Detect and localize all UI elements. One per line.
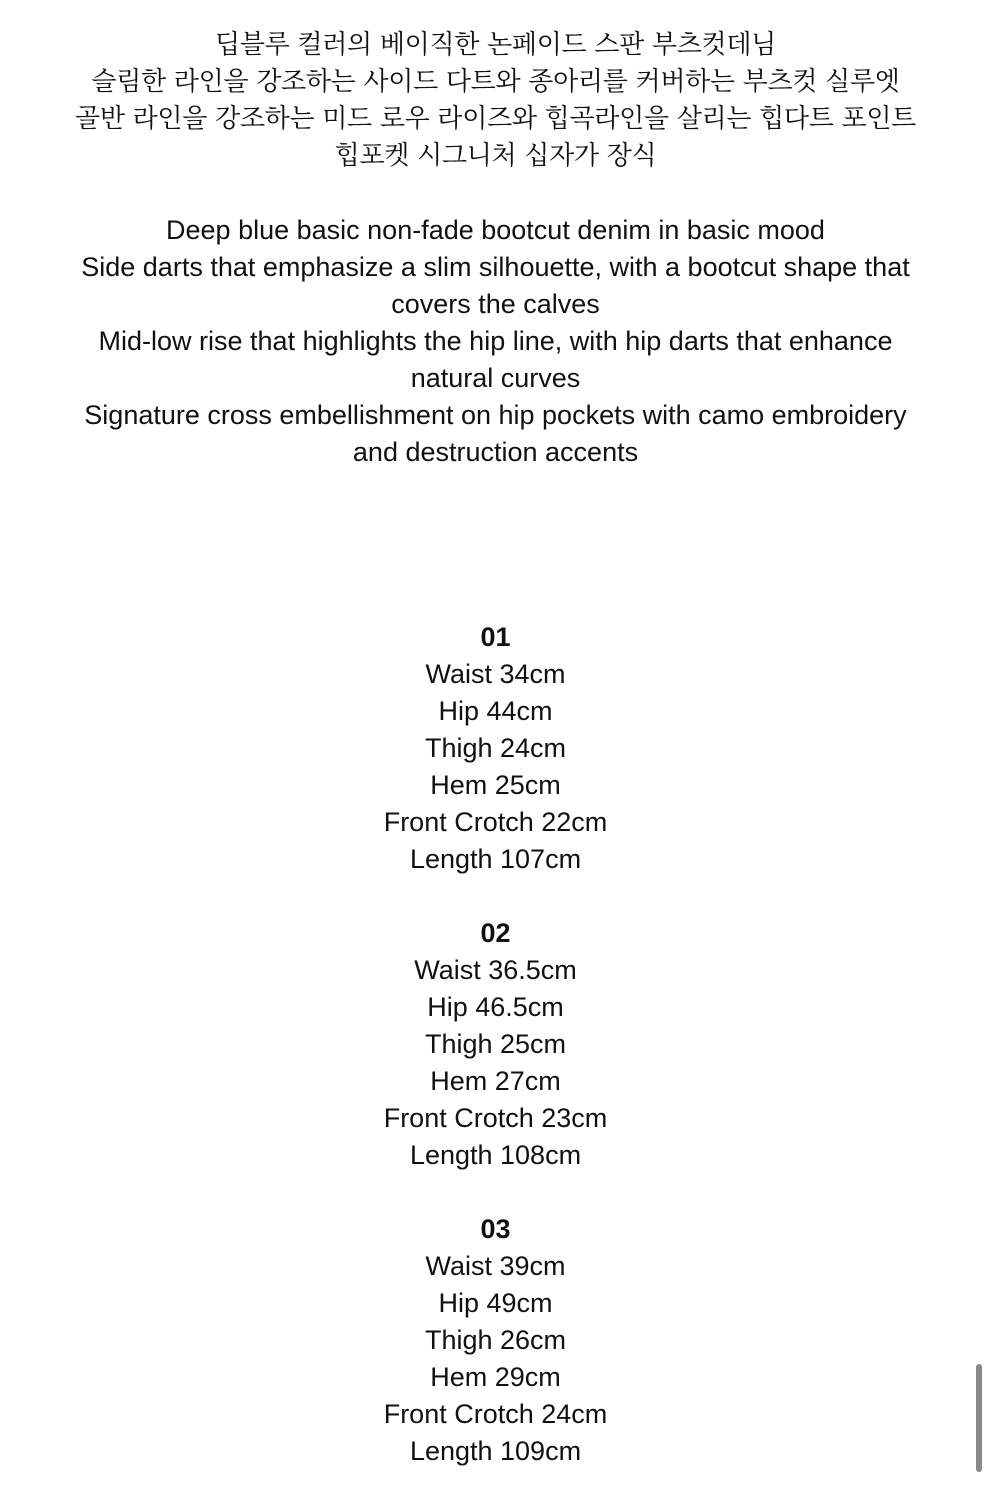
size-block-03 (0, 1211, 991, 1470)
english-description-line: Side darts that emphasize a slim silhouette, with a bootcut shape that (81, 252, 910, 282)
size-block-02 (0, 915, 991, 1174)
korean-description-line: 힙포켓 시그니처 십자가 장식 (334, 141, 657, 171)
measurement-hip: Hip 46.5cm (427, 992, 564, 1022)
size-title: 03 (480, 1214, 511, 1244)
measurement-front-crotch: Front Crotch 23cm (383, 1103, 608, 1133)
korean-description-line: 슬림한 라인을 강조하는 사이드 다트와 종아리를 커버하는 부츠컷 실루엣 (91, 67, 900, 97)
measurement-waist: Waist 39cm (425, 1251, 566, 1281)
measurement-hem: Hem 29cm (430, 1362, 561, 1392)
measurement-thigh: Thigh 26cm (424, 1325, 567, 1355)
measurement-length: Length 107cm (409, 844, 582, 874)
korean-description (20, 27, 971, 175)
measurement-hip: Hip 44cm (438, 696, 553, 726)
korean-description-line: 골반 라인을 강조하는 미드 로우 라이즈와 힙곡라인을 살리는 힙다트 포인트 (75, 104, 916, 134)
size-block-01 (0, 619, 991, 878)
measurement-length: Length 109cm (409, 1436, 582, 1466)
korean-description-line: 딥블루 컬러의 베이직한 논페이드 스판 부츠컷데님 (215, 30, 776, 60)
english-description-line: Mid-low rise that highlights the hip line, with hip darts that enhance (98, 326, 893, 356)
measurement-front-crotch: Front Crotch 24cm (383, 1399, 608, 1429)
english-description-line: covers the calves (391, 289, 600, 319)
size-title: 02 (480, 918, 511, 948)
measurement-hem: Hem 27cm (430, 1066, 561, 1096)
english-description-line: and destruction accents (352, 437, 639, 467)
english-description-line: Deep blue basic non-fade bootcut denim in basic mood (166, 215, 825, 245)
english-description (30, 212, 961, 471)
size-title: 01 (480, 622, 511, 652)
measurement-waist: Waist 36.5cm (414, 955, 577, 985)
measurement-thigh: Thigh 24cm (424, 733, 567, 763)
measurement-hip: Hip 49cm (438, 1288, 553, 1318)
measurement-waist: Waist 34cm (425, 659, 566, 689)
english-description-line: Signature cross embellishment on hip pockets with camo embroidery (84, 400, 907, 430)
measurement-length: Length 108cm (409, 1140, 582, 1170)
measurement-thigh: Thigh 25cm (424, 1029, 567, 1059)
english-description-line: natural curves (410, 363, 581, 393)
measurement-hem: Hem 25cm (430, 770, 561, 800)
measurement-front-crotch: Front Crotch 22cm (383, 807, 608, 837)
vertical-scrollbar[interactable] (976, 1364, 982, 1472)
